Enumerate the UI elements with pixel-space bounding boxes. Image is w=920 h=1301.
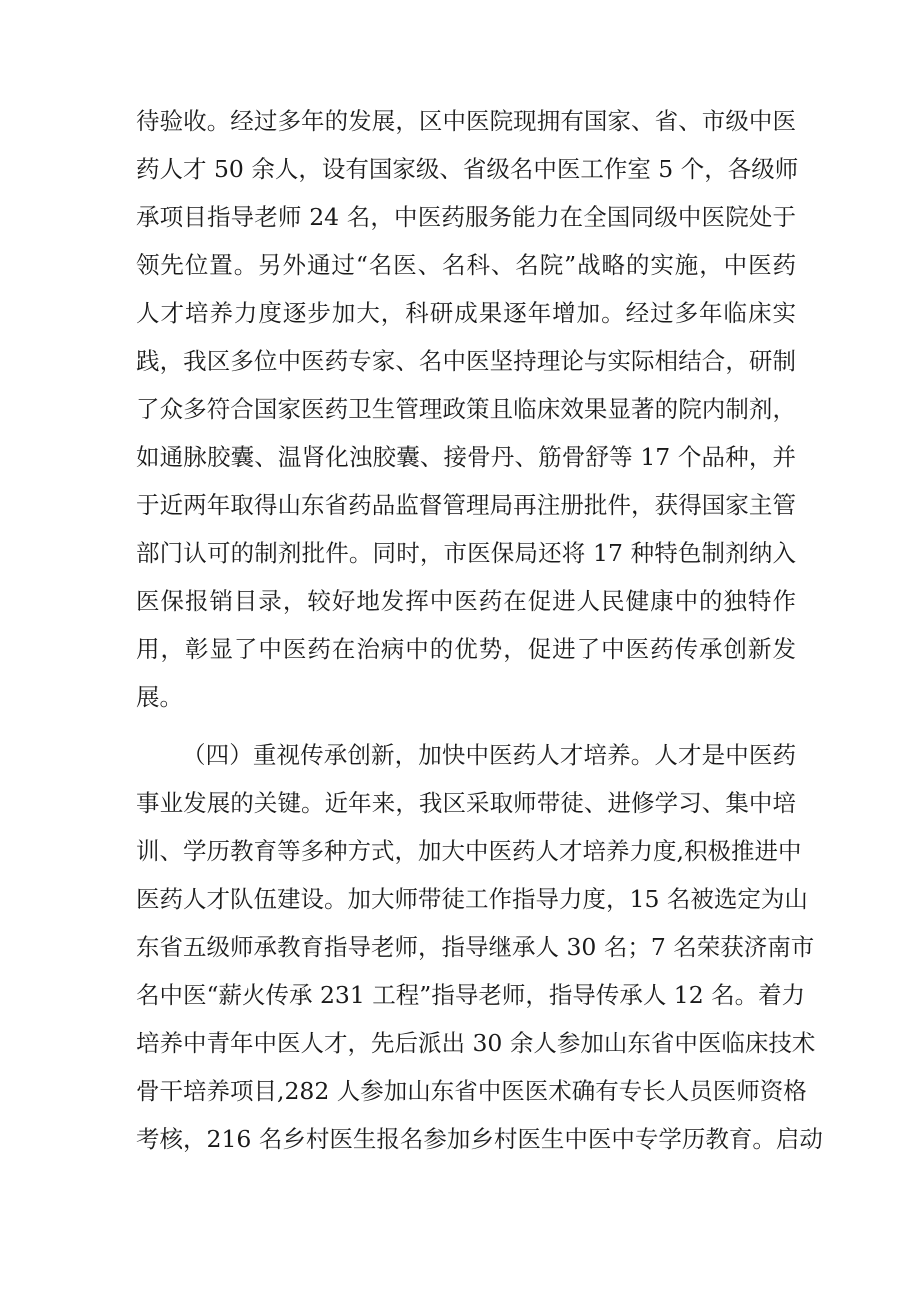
paragraph-1-line-8: 如通脉胶囊、温肾化浊胶囊、接骨丹、筋骨舒等 17 个品种，并 bbox=[136, 443, 796, 471]
paragraph-1-line-4: 领先位置。另外通过“名医、名科、名院”战略的实施，中医药 bbox=[136, 251, 796, 279]
paragraph-1-line-13: 展。 bbox=[136, 683, 183, 711]
paragraph-1-line-6: 践，我区多位中医药专家、名中医坚持理论与实际相结合，研制 bbox=[136, 347, 796, 375]
paragraph-1-line-12: 用，彰显了中医药在治病中的优势，促进了中医药传承创新发 bbox=[136, 635, 796, 663]
paragraph-2-line-8: 骨干培养项目,282 人参加山东省中医医术确有专长人员医师资格 bbox=[136, 1077, 807, 1105]
paragraph-1-line-2: 药人才 50 余人，设有国家级、省级名中医工作室 5 个，各级师 bbox=[136, 155, 799, 183]
paragraph-1-line-9: 于近两年取得山东省药品监督管理局再注册批件，获得国家主管 bbox=[136, 491, 796, 519]
paragraph-1-line-11: 医保报销目录，较好地发挥中医药在促进人民健康中的独特作 bbox=[136, 587, 796, 615]
paragraph-1-line-1: 待验收。经过多年的发展，区中医院现拥有国家、省、市级中医 bbox=[136, 107, 796, 135]
paragraph-2-line-5: 东省五级师承教育指导老师，指导继承人 30 名；7 名荣获济南市 bbox=[136, 933, 815, 961]
paragraph-2-line-1: （四）重视传承创新，加快中医药人才培养。人才是中医药 bbox=[182, 741, 796, 769]
paragraph-1-line-5: 人才培养力度逐步加大，科研成果逐年增加。经过多年临床实 bbox=[136, 299, 796, 327]
paragraph-2-line-7: 培养中青年中医人才，先后派出 30 余人参加山东省中医临床技术 bbox=[136, 1029, 816, 1057]
paragraph-1-line-3: 承项目指导老师 24 名，中医药服务能力在全国同级中医院处于 bbox=[136, 203, 796, 231]
paragraph-2-line-9: 考核，216 名乡村医生报名参加乡村医生中医中专学历教育。启动 bbox=[136, 1125, 823, 1153]
paragraph-2-line-3: 训、学历教育等多种方式，加大中医药人才培养力度,积极推进中 bbox=[136, 837, 802, 865]
paragraph-1-line-7: 了众多符合国家医药卫生管理政策且临床效果显著的院内制剂， bbox=[136, 395, 796, 423]
paragraph-2-line-4: 医药人才队伍建设。加大师带徒工作指导力度，15 名被选定为山 bbox=[136, 885, 808, 913]
paragraph-2-line-6: 名中医“薪火传承 231 工程”指导老师，指导传承人 12 名。着力 bbox=[136, 981, 806, 1009]
paragraph-1-line-10: 部门认可的制剂批件。同时，市医保局还将 17 种特色制剂纳入 bbox=[136, 539, 796, 567]
paragraph-2-line-2: 事业发展的关键。近年来，我区采取师带徒、进修学习、集中培 bbox=[136, 789, 796, 817]
